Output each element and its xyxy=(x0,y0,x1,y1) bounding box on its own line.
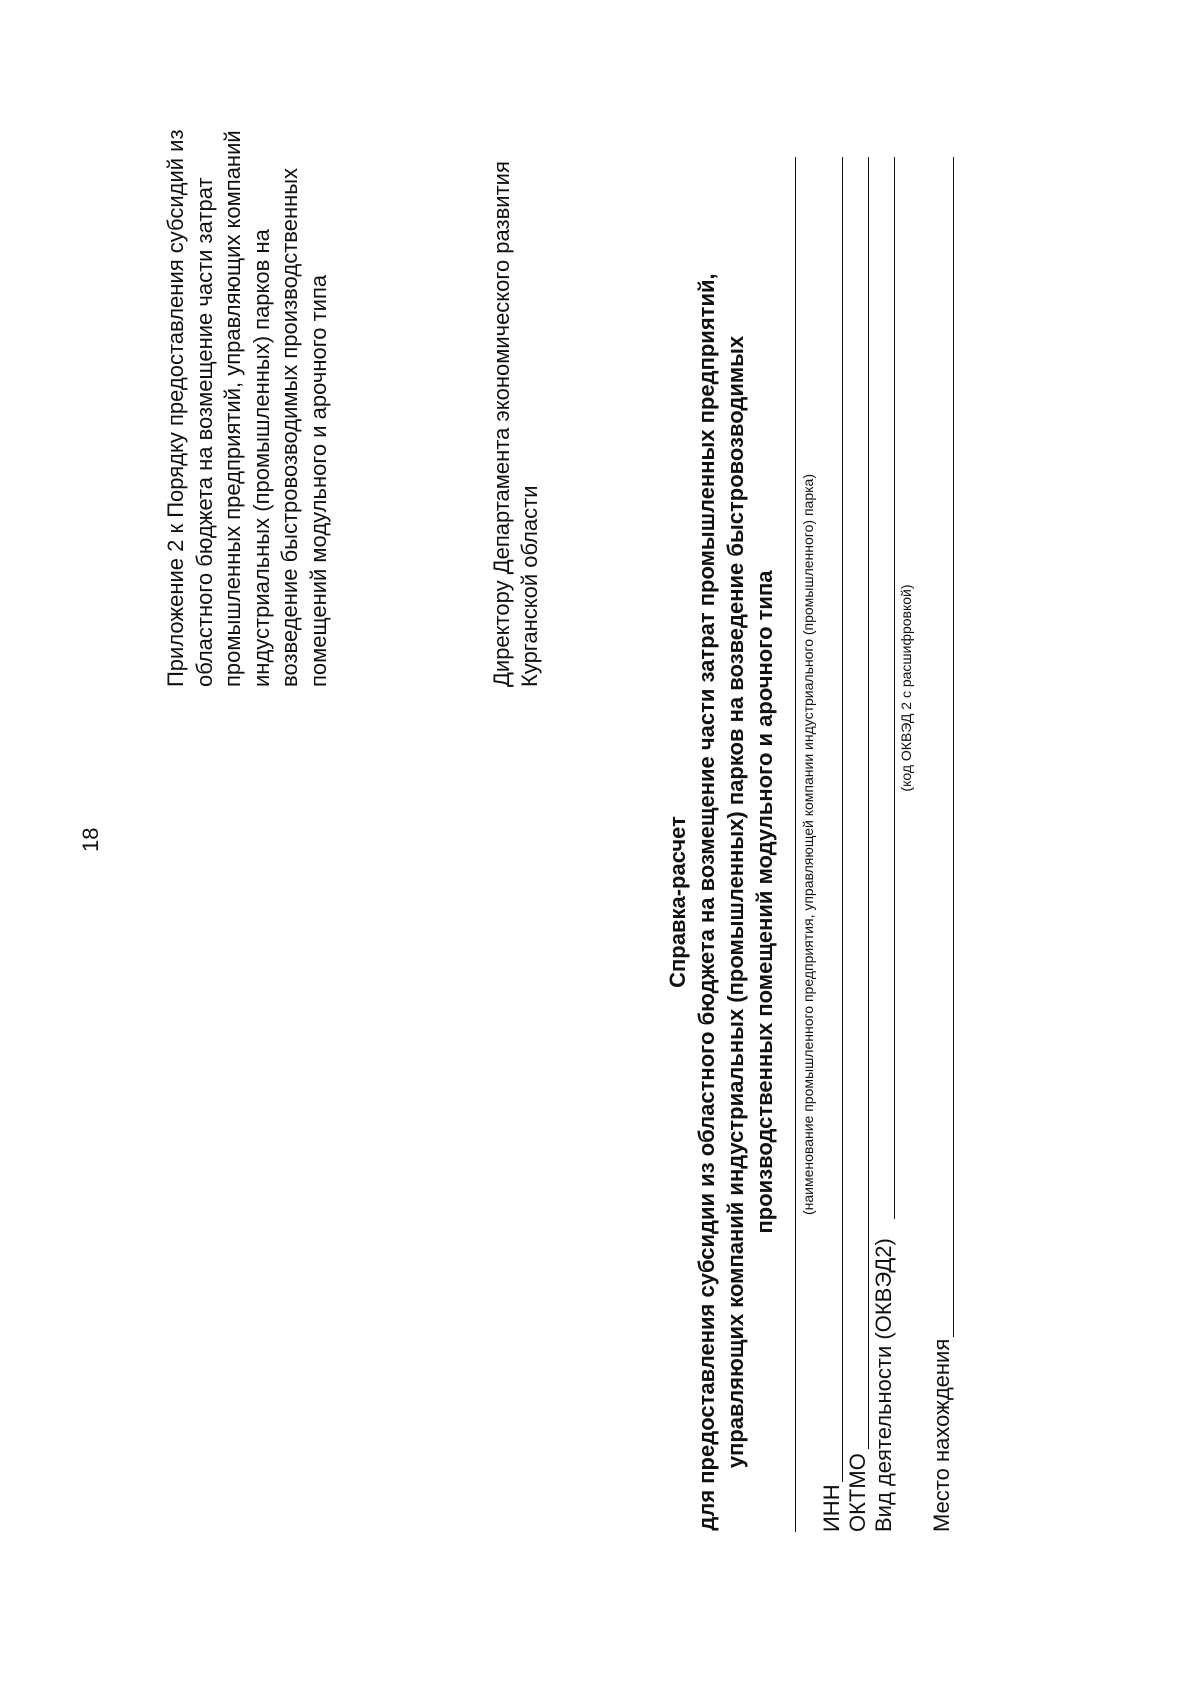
company-name-line xyxy=(795,157,796,1532)
inn-label: ИНН xyxy=(819,1484,844,1532)
oktmo-input-line xyxy=(868,157,869,1449)
addressee: Директору Департамента экономического развития Курганской области xyxy=(489,161,542,687)
okved-input-line xyxy=(894,157,895,1219)
okved-label: Вид деятельности (ОКВЭД2) xyxy=(871,1238,896,1532)
appendix-reference: Приложение 2 к Порядку предоставления субсидий из областного бюджета на возмещение части затрат промышленных предприятий, управляющих компаний индустриальных (промышленных) парков на возведение быстровозводимых производственных помещений модульного и арочного типа xyxy=(163,129,331,687)
oktmo-label: ОКТМО xyxy=(845,1453,870,1532)
page-number: 18 xyxy=(78,827,103,852)
company-name-caption: (наименование промышленного предприятия, управляющей компании индустриального (промышленного) парка) xyxy=(800,474,816,1215)
document-subtitle: для предоставления субсидии из областного бюджета на возмещение части затрат промышленных предприятий, управляющих компаний индустриальных (промышленных) парков на возведение быстровозводимых производственных помещений модульного и арочного типа xyxy=(694,273,777,1531)
location-input-line xyxy=(953,157,954,1337)
inn-input-line xyxy=(842,157,843,1482)
document-title-block xyxy=(663,257,779,1547)
location-label: Место нахождения xyxy=(929,1338,954,1532)
document-title: Справка-расчет xyxy=(665,816,690,988)
okved-caption: (код ОКВЭД 2 с расшифровкой) xyxy=(898,584,914,792)
